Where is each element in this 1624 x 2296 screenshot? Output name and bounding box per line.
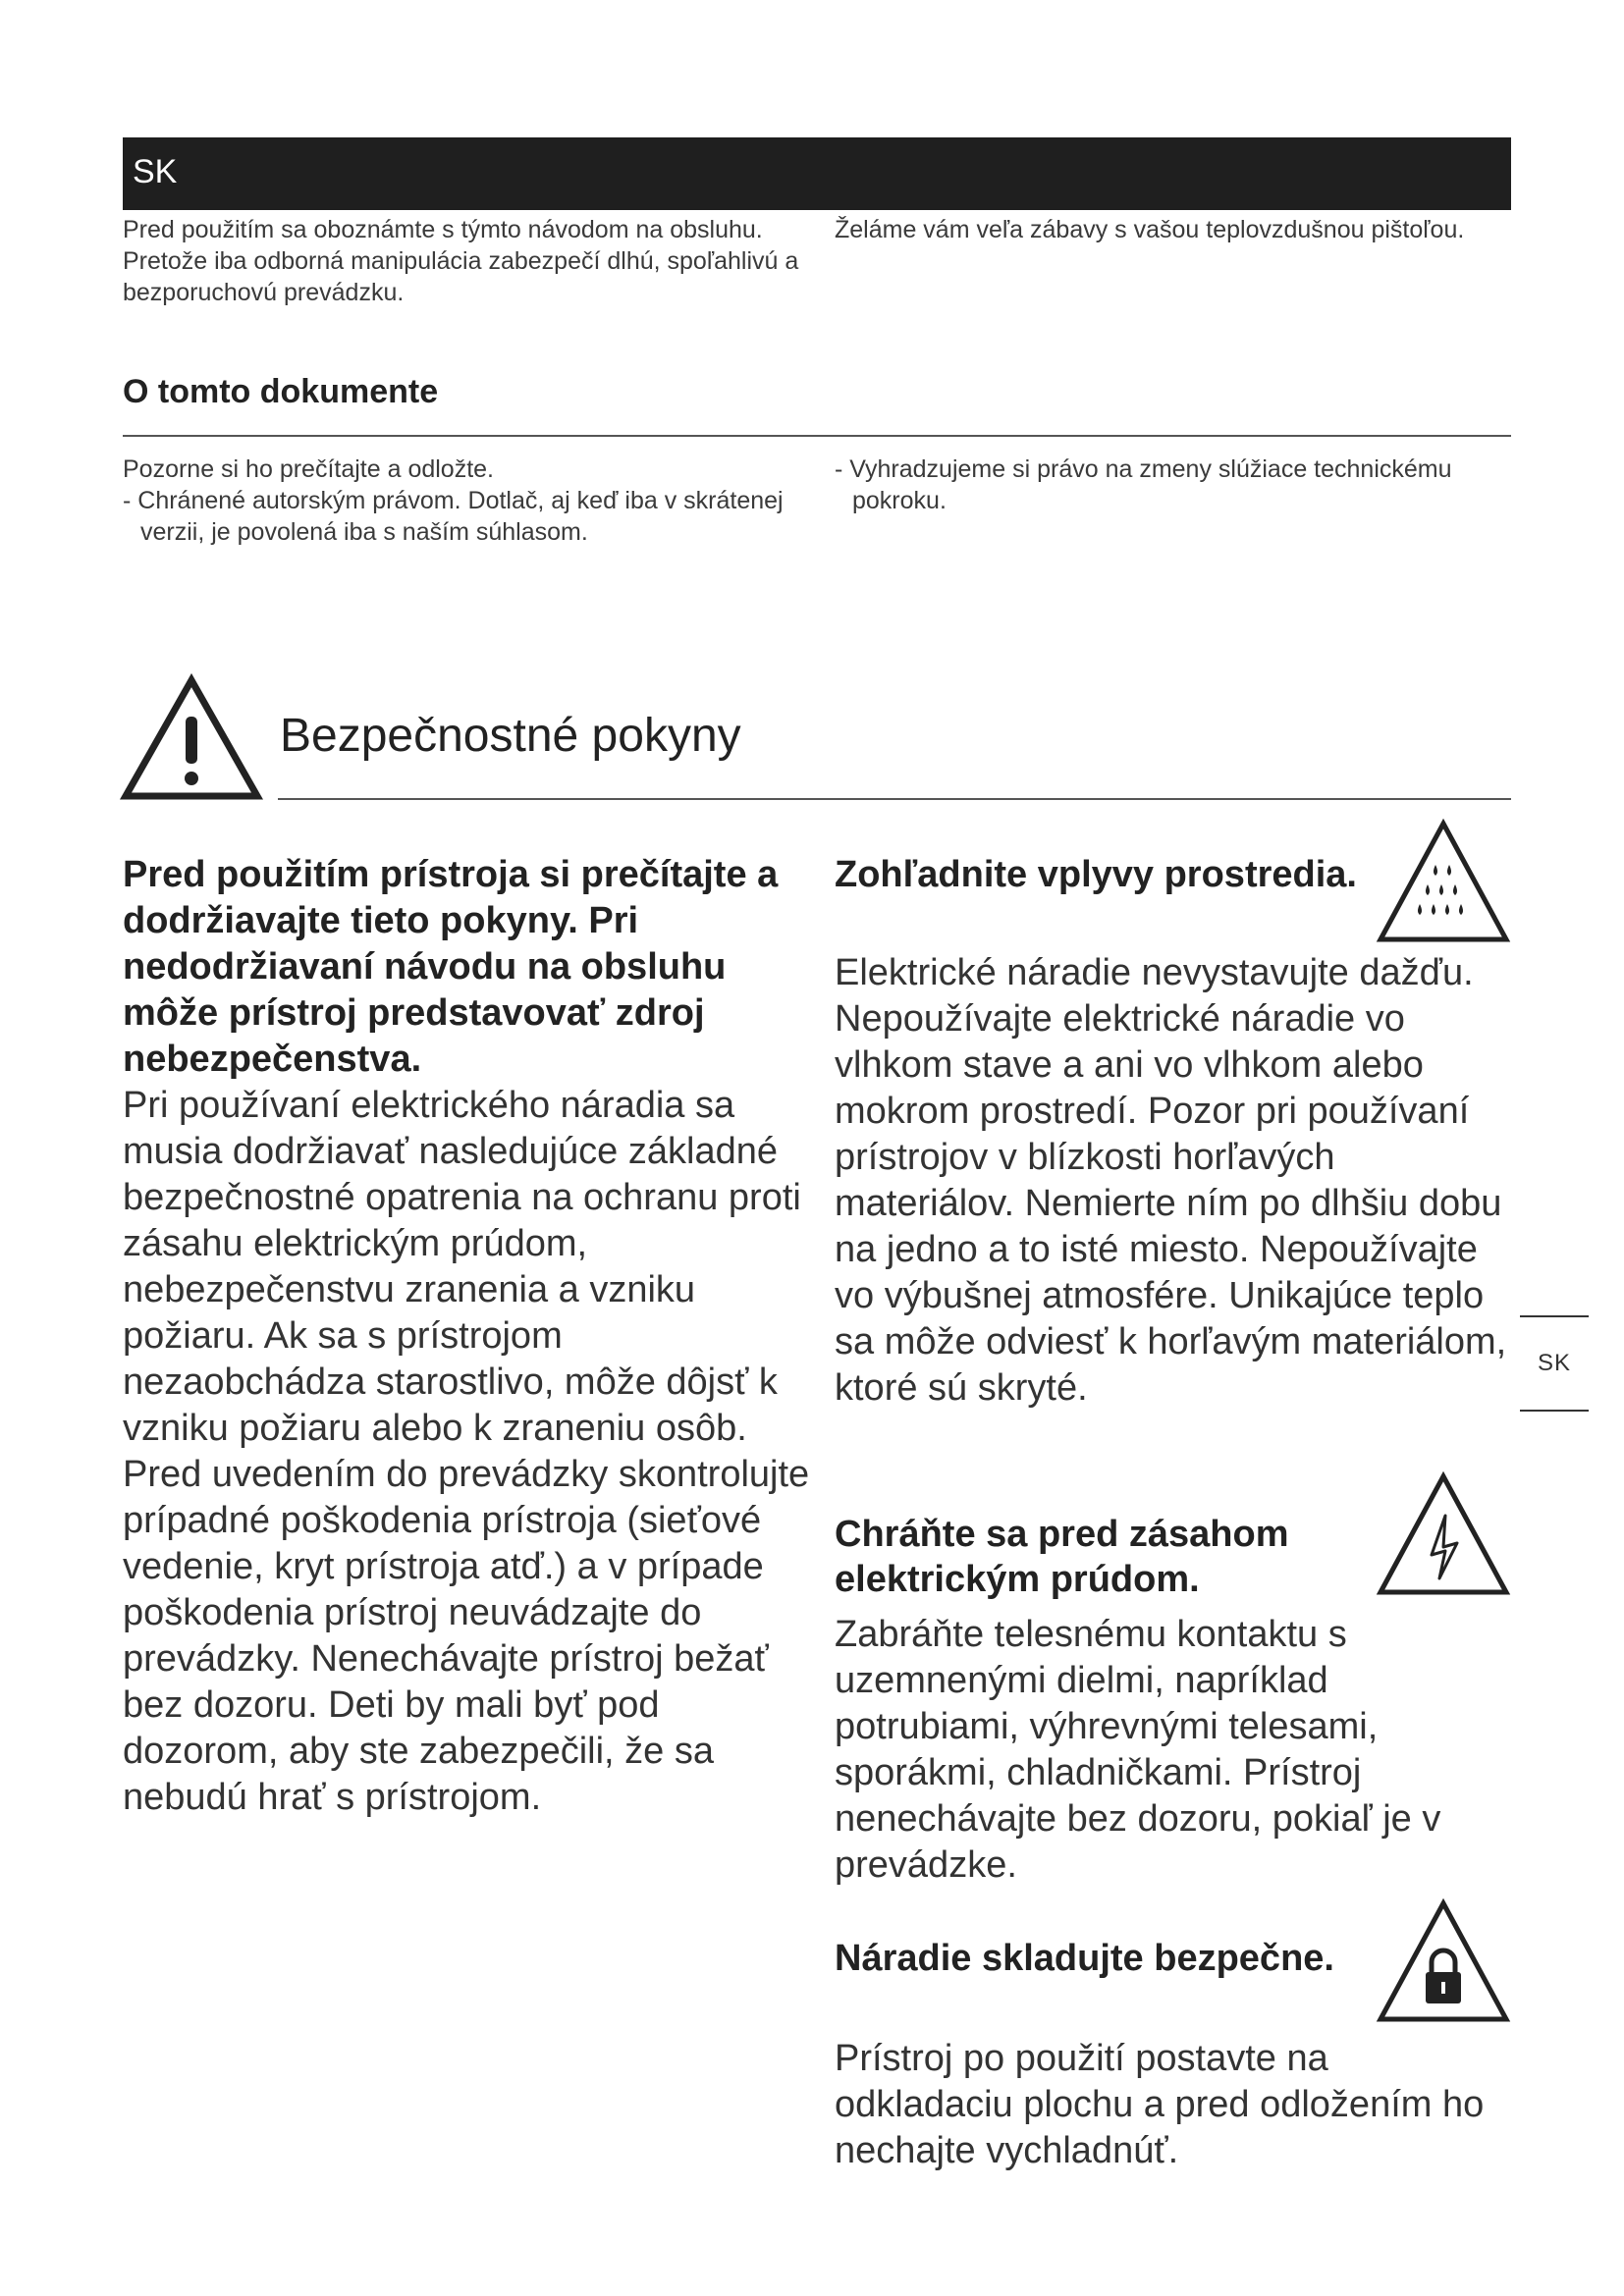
language-code: SK	[133, 153, 178, 190]
section-environment-body	[835, 950, 1512, 1412]
section-storage-title	[835, 1936, 1365, 1981]
storage-body-text: Prístroj po použití postavte na odkladaciu plochu a pred odložením ho nechajte vychladnúť.	[835, 2038, 1485, 2171]
intro-right	[835, 214, 1502, 245]
section-electric-body	[835, 1612, 1512, 1889]
safety-lead-text: Pred použitím prístroja si prečítajte a dodržiavajte tieto pokyny. Pri nedodržiavaní návodu na obsluhu môže prístroj predstavovať zdroj nebezpečenstva.	[123, 854, 779, 1080]
lock-warning-icon	[1375, 1897, 1512, 2025]
section-electric-title	[835, 1512, 1365, 1602]
side-tab-label: SK	[1537, 1350, 1571, 1376]
about-document-heading: O tomto dokumente	[123, 373, 439, 410]
intro-left	[123, 214, 805, 308]
rain-warning-icon	[1375, 818, 1512, 945]
safety-left-column	[123, 852, 815, 1821]
about-left	[123, 454, 800, 548]
electric-shock-warning-icon	[1375, 1470, 1512, 1598]
environment-body-text: Elektrické náradie nevystavujte dažďu. Nepoužívajte elektrické náradie vo vlhkom stave a ani vo vlhkom alebo mokrom prostredí. Pozor pri používaní prístrojov v blízkosti horľavých materiálov. Nemierte ním po dlhšiu dobu na jedno a to isté miesto. Nepoužívajte vo výbušnej atmosfére. Unikajúce teplo sa môže odviesť k horľavým materiálom, ktoré sú skryté.	[835, 952, 1507, 1409]
warning-triangle-icon	[118, 672, 265, 805]
intro-left-text: Pred použitím sa oboznámte s týmto návodom na obsluhu. Pretože iba odborná manipulácia zabezpečí dlhú, spoľahlivú a bezporuchovú prevádzku.	[123, 216, 799, 306]
about-changes-item: - Vyhradzujeme si právo na zmeny slúžiace technickému pokroku.	[835, 455, 1452, 514]
about-intro-text: Pozorne si ho prečítajte a odložte.	[123, 455, 495, 483]
about-right	[835, 454, 1502, 516]
electric-body-text: Zabráňte telesnému kontaktu s uzemnenými dielmi, napríklad potrubiami, výhrevnými telesami, sporákmi, chladničkami. Prístroj nenechávajte bez dozoru, pokiaľ je v prevádzke.	[835, 1614, 1441, 1886]
environment-title-text: Zohľadnite vplyvy prostredia.	[835, 854, 1357, 895]
section-storage-body	[835, 2036, 1512, 2174]
about-copyright-item: - Chránené autorským právom. Dotlač, aj keď iba v skrátenej verzii, je povolená iba s naším súhlasom.	[123, 487, 784, 546]
storage-title-text: Náradie skladujte bezpečne.	[835, 1938, 1334, 1979]
safety-heading: Bezpečnostné pokyny	[280, 710, 741, 762]
section-environment-title	[835, 852, 1365, 897]
electric-title-text: Chráňte sa pred zásahom elektrickým prúdom.	[835, 1514, 1289, 1600]
side-language-tab	[1520, 1315, 1589, 1412]
language-header-bar	[123, 137, 1511, 210]
safety-heading-rule	[278, 798, 1511, 800]
section-divider	[123, 435, 1511, 437]
intro-right-text: Želáme vám veľa zábavy s vašou teplovzdušnou pištoľou.	[835, 216, 1465, 243]
safety-body-text: Pri používaní elektrického náradia sa musia dodržiavať nasledujúce základné bezpečnostné opatrenia na ochranu proti zásahu elektrickým prúdom, nebezpečenstvu zranenia a vzniku požiaru. Ak sa s prístrojom nezaobchádza starostlivo, môže dôjsť k vzniku požiaru alebo k zraneniu osôb. Pred uvedením do prevádzky skontrolujte prípadné poškodenia prístroja (sieťové vedenie, kryt prístroja atď.) a v prípade poškodenia prístroj neuvádzajte do prevádzky. Nenechávajte prístroj bežať bez dozoru. Deti by mali byť pod dozorom, aby ste zabezpečili, že sa nebudú hrať s prístrojom.	[123, 1085, 810, 1818]
side-tab-bottom-line	[1520, 1410, 1589, 1412]
